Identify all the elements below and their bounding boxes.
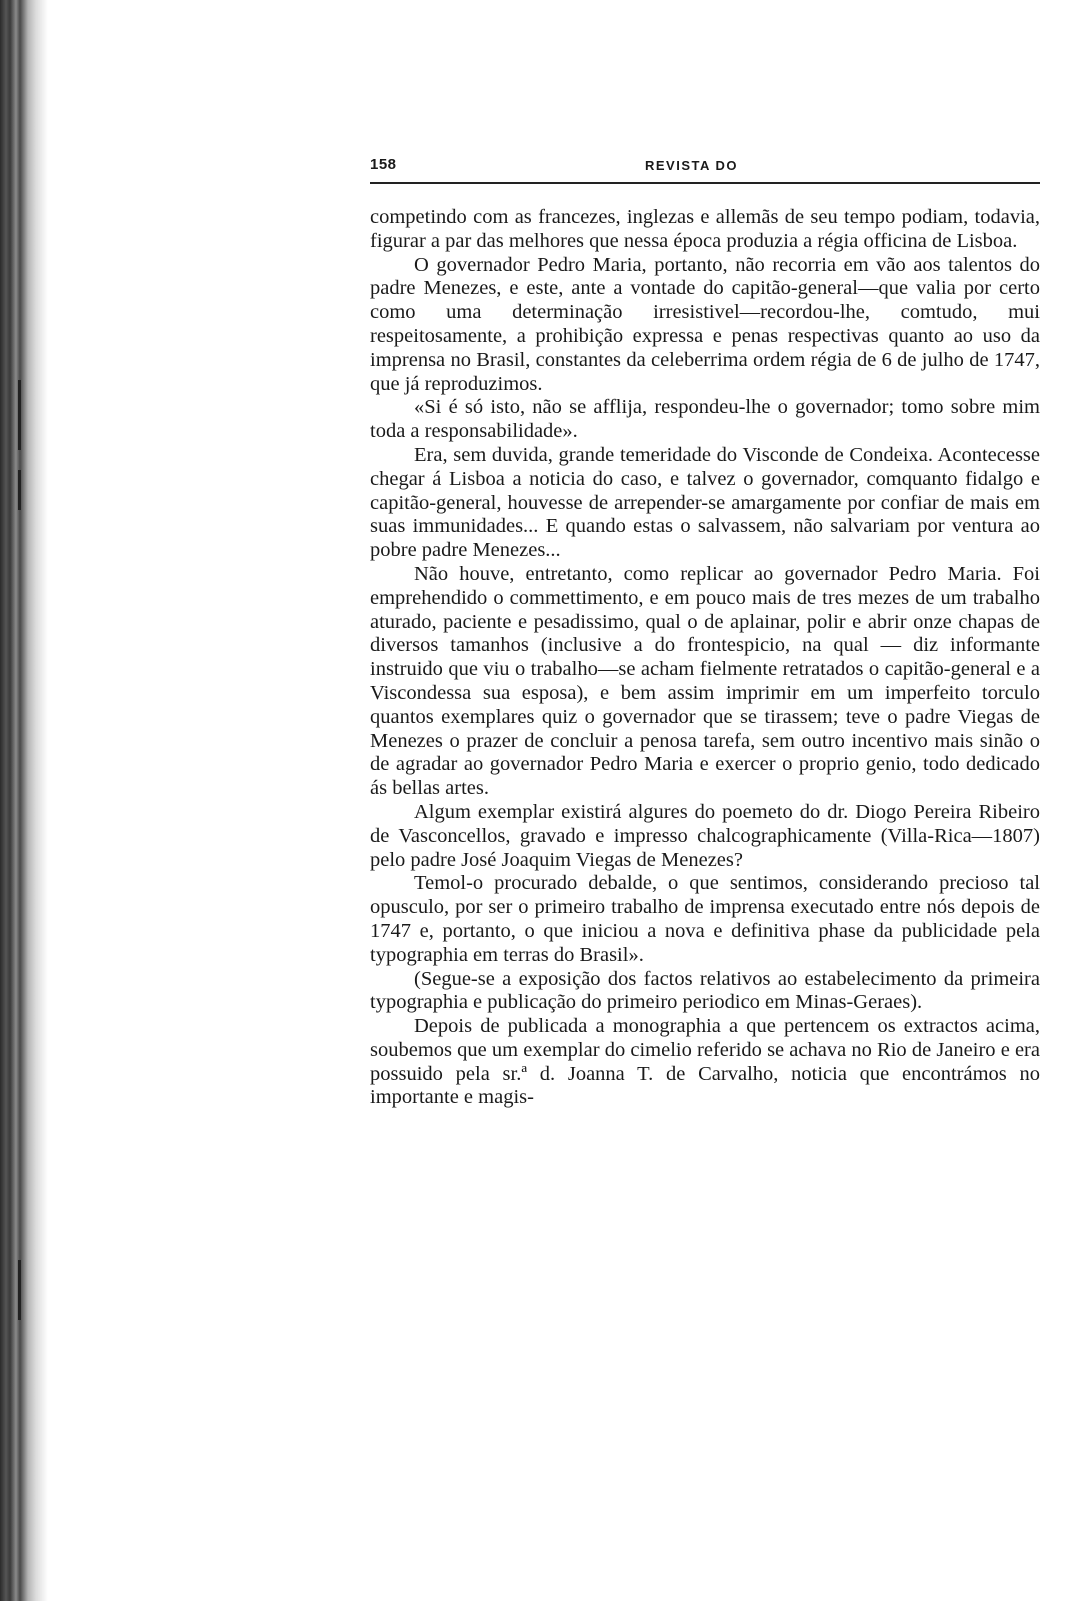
running-head: [370, 150, 1040, 180]
paragraph: Temol-o procurado debalde, o que sentimos, considerando precioso tal opusculo, por ser o primeiro trabalho de imprensa executado entre nós depois de 1747 e, portanto, o que iniciou a nova e definitiva phase da publicidade pela typographia em terras do Brasil».: [370, 872, 1040, 966]
binding-streak: [18, 470, 21, 510]
paragraph: «Si é só isto, não se afflija, respondeu-lhe o governador; tomo sobre mim toda a responsabilidade».: [370, 396, 1040, 443]
journal-title: REVISTA DO: [645, 158, 739, 173]
body-text: [370, 206, 1040, 1110]
paragraph: Era, sem duvida, grande temeridade do Visconde de Condeixa. Acontecesse chegar á Lisboa a noticia do caso, e talvez o governador, comquanto fidalgo e capitão-general, houvesse de arrepender-se amargamente por confiar de mais em suas immunidades... E quando estas o salvassem, não salvariam por ventura ao pobre padre Menezes...: [370, 443, 1040, 562]
paragraph: competindo com as francezes, inglezas e allemãs de seu tempo podiam, todavia, figurar a par das melhores que nessa época produzia a régia officina de Lisboa.: [370, 206, 1040, 252]
binding-streak: [18, 380, 21, 450]
paragraph: O governador Pedro Maria, portanto, não recorria em vão aos talentos do padre Menezes, e este, ante a vontade do capitão-general—que valia por certo como uma determinação irresistivel—recordou-lhe, comtudo, mui respeitosamente, a prohibição expressa e penas respectivas quanto ao uso da imprensa no Brasil, constantes da celeberrima ordem régia de 6 de julho de 1747, que já reproduzimos.: [370, 253, 1040, 395]
binding-shadow: [0, 0, 48, 1601]
journal-page: [370, 150, 1040, 1110]
paragraph: (Segue-se a exposição dos factos relativos ao estabelecimento da primeira typographia e publicação do primeiro periodico em Minas-Geraes).: [370, 967, 1040, 1014]
header-rule: [370, 182, 1040, 184]
paragraph: Não houve, entretanto, como replicar ao governador Pedro Maria. Foi emprehendido o commettimento, e em pouco mais de tres mezes de um trabalho aturado, paciente e pesadissimo, qual o de aplainar, polir e abrir onze chapas de diversos tamanhos (inclusive a do frontespicio, na qual — diz informante instruido que viu o trabalho—se acham fielmente retratados o capitão-general e a Viscondessa sua esposa), e bem assim imprimir em um imperfeito torculo quantos exemplares quiz o governador que se tirassem; teve o padre Viegas de Menezes o prazer de concluir a penosa tarefa, sem outro incentivo mais sinão o de agradar ao governador Pedro Maria e exercer o proprio genio, todo dedicado ás bellas artes.: [370, 562, 1040, 800]
paragraph: Algum exemplar existirá algures do poemeto do dr. Diogo Pereira Ribeiro de Vasconcellos, gravado e impresso chalcographicamente (Villa-Rica—1807) pelo padre José Joaquim Viegas de Menezes?: [370, 800, 1040, 871]
paragraph: Depois de publicada a monographia a que pertencem os extractos acima, soubemos que um exemplar do cimelio referido se achava no Rio de Janeiro e era possuido pela sr.ª d. Joanna T. de Carvalho, noticia que encontrámos no importante e magis-: [370, 1015, 1040, 1109]
binding-streak: [18, 1260, 21, 1320]
page-number: 158: [370, 156, 397, 173]
